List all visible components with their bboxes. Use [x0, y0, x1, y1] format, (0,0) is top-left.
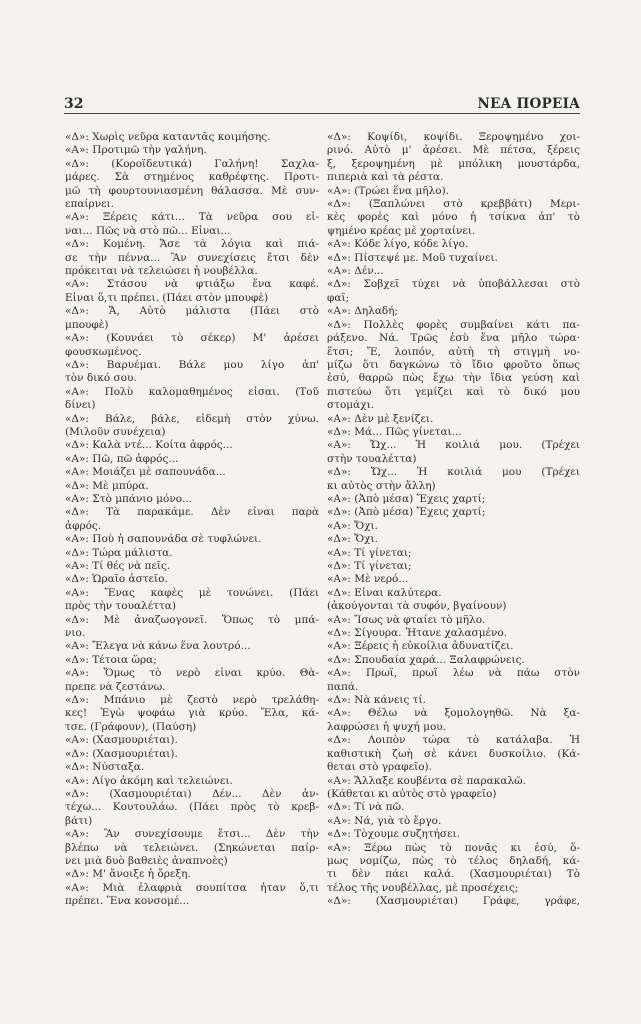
text-line: «Α»: (Κουνάει τὸ σέκερ) Μ' ἀρέσει — [65, 332, 319, 345]
text-line: «Α»: Προτιμῶ τὴν γαλήνη. — [65, 144, 207, 157]
text-line: «Α»: Μὲ νερό... — [327, 573, 409, 586]
text-line: καθιστικὴ ζωὴ σὲ κάνει δυσκοίλιο. (Κά- — [327, 747, 580, 760]
text-line: «Δ»: Σίγουρα. Ἦτανε χαλασμένο. — [327, 627, 508, 640]
text-line: «Δ»: Τὸχουμε συζητήσει. — [327, 828, 460, 841]
text-line: «Α»: Ξέρεις κάτι... Τὰ νεῦρα σου εἶ- — [65, 211, 319, 224]
text-line: «Α»: Ποὺ ἡ σαπουνάδα σὲ τυφλώνει. — [65, 533, 262, 546]
text-line: «Δ»: Μὲ ἀναζωογονεῖ. Ὅπως τὸ μπά- — [65, 613, 319, 626]
text-line: «Α»: Μοιάζει μὲ σαπουνάδα... — [65, 466, 226, 479]
text-line: «Α»: Μιὰ ἐλαφριὰ σουπίτσα ἦταν ὅ,τι — [65, 881, 319, 894]
page-number: 32 — [64, 96, 84, 112]
text-line: ρινό. Αὐτὸ μ' ἀρέσει. Μὲ πέτσα, ξέρεις — [327, 144, 580, 157]
running-title: ΝΕΑ ΠΟΡΕΙΑ — [477, 96, 580, 112]
text-line: «Α»: Κόδε λίγο, κόδε λίγο. — [327, 238, 469, 251]
text-line: τέλος τῆς νουβέλλας, μὲ προσέχεις; — [327, 881, 519, 894]
text-line: μπουφὲ) — [65, 318, 109, 331]
text-line: ἔτσι; Ἔ, λοιπόν, αὐτὴ τὴ στιγμὴ νο- — [327, 345, 580, 358]
text-line: «Δ»: Εἶναι καλύτερα. — [327, 586, 442, 599]
text-line: ψημένο κρέας μὲ χορταίνει. — [327, 224, 476, 237]
text-line: «Δ»: Τώρα μάλιστα. — [65, 546, 173, 559]
text-line: τι δὲν πάει καλά. (Χασμουριέται) Τὸ — [327, 868, 580, 881]
text-line: «Α»: Ἕνας καφὲς μὲ τονώνει. (Πάει — [65, 586, 319, 599]
text-line: «Α»: Ἂν συνεχίσουμε ἔτσι... Δὲν τὴν — [65, 828, 319, 841]
text-line: τὸν δικό σου. — [65, 372, 137, 385]
text-line: «Δ»: Ὤχ... Ἡ κοιλιά μου (Τρέχει — [327, 466, 580, 479]
text-line: βλέπω νὰ τελειώνει. (Σηκώνεται παίρ- — [65, 841, 319, 854]
text-line: «Δ»: Ἄ, Αὐτὸ μάλιστα (Πάει στὸ — [65, 305, 319, 318]
text-line: σε τὴν πέννα... Ἂν συνεχίσεις ἔτσι δὲν — [65, 251, 319, 264]
text-line: κὲς φορὲς καὶ μόνο ἡ τσίκνα ἀπ' τὸ — [327, 211, 580, 224]
text-line: «Α»: Νά, γιὰ τὸ ἔργο. — [327, 814, 442, 827]
text-line: «Δ»: Νύσταξα. — [65, 761, 145, 774]
text-line: λαφρώσει ἡ ψυχή μου. — [327, 720, 446, 733]
text-line: «Δ»: (Κοροϊδευτικά) Γαλήνη! Σαχλα- — [65, 157, 319, 170]
left-column — [65, 131, 319, 909]
text-line: «Α»: Δηλαδή; — [327, 305, 399, 318]
text-line: «Α»: Ὄχι. — [327, 519, 378, 532]
text-line: πρεπε νὰ ζεστάνω. — [65, 680, 166, 693]
text-line: τέχω... Κουτουλάω. (Πάει πρὸς τὸ κρεβ- — [65, 801, 319, 814]
text-line: (Κάθεται κι αὐτὸς στὸ γραφεῖο) — [327, 787, 497, 800]
text-line: κες! Ἐγὼ ψοφάω γιὰ κρύο. Ἔλα, κά- — [65, 707, 319, 720]
text-line: «Α»: Τί θές νὰ πεῖς. — [65, 560, 171, 572]
text-line: «Δ»: Μά... Πῶς γίνεται... — [327, 425, 462, 438]
text-line: «Α»: (Χασμουριέται). — [65, 734, 178, 747]
text-line: «Δ»: Πίστεψέ με. Μοῦ τυχαίνει. — [327, 251, 498, 264]
text-line: «Δ»: (Χασμουριέται) Γράφε, γράφε, — [327, 895, 580, 908]
text-line: «Δ»: Μ' ἄνοιξε ἡ ὄρεξη. — [65, 868, 191, 881]
text-line: «Δ»: (Χασμουριέται) Δέν... Δὲν ἀν- — [65, 787, 319, 800]
text-line: κι αὐτὸς στὴν ἄλλη) — [327, 479, 436, 492]
text-line: βάτι) — [65, 814, 93, 827]
text-line: «Δ»: Τί γίνεται; — [327, 560, 412, 572]
text-line: «Δ»: (Ξαπλώνει στὸ κρεββάτι) Μερι- — [327, 198, 580, 211]
text-line: επαίρνει. — [65, 198, 114, 211]
text-line: πιστεύω ὅτι γεμίζει καὶ τὸ δικό μου — [327, 385, 580, 398]
text-line: «Α»: (Τρώει ἕνα μῆλο). — [327, 184, 450, 197]
text-line: «Α»: Δέν... — [327, 265, 384, 278]
text-line: μως νομίζω, πὼς τὸ τέλος δηλαδή, κά- — [327, 854, 580, 867]
text-line: «Α»: Ἔλεγα νὰ κάνω ἕνα λουτρό... — [65, 640, 251, 653]
text-line: (ἀκούγονται τὰ συφόν, βγαίνουν) — [327, 600, 507, 613]
text-line: «Δ»: Λοιπὸν τώρα τὸ κατάλαβα. Ἡ — [327, 734, 580, 747]
text-line: «Α»: Στὸ μπάνιο μόνο... — [65, 492, 193, 505]
text-line: «Δ»: Καλὰ ντέ... Κοίτα ἀφρός... — [65, 439, 233, 452]
text-line: «Α»: Στάσου νὰ φτιάξω ἕνα καφέ. — [65, 278, 319, 291]
text-line: «Δ»: Κομένη. Ἄσε τὰ λόγια καὶ πιά- — [65, 238, 319, 251]
text-line: «Δ»: Χωρὶς νεῦρα καταντᾶς κοιμήσης. — [65, 131, 271, 143]
text-line: στὴν τουαλέττα) — [327, 452, 417, 465]
text-line: «Α»: Ξέρεις ἡ εὐκοίλια ἀδυνατίζει. — [327, 640, 514, 653]
text-line: «Δ»: (Ἀπὸ μέσα) Ἔχεις χαρτί; — [327, 506, 486, 519]
text-line: «Δ»: Κοψίδι, κοψίδι. Ξεροψημένο χοι- — [327, 131, 580, 143]
text-line: ξ, ξεροψημένη μὲ μπόλικη μουστάρδα, — [327, 157, 580, 170]
text-line: «Δ»: Τέτοια ὥρα; — [65, 653, 157, 666]
text-line: «Α»: Ὤχ... Ἡ κοιλιά μου. (Τρέχει — [327, 439, 580, 452]
text-line: «Δ»: Τί νὰ πῶ. — [327, 801, 405, 814]
text-line: νιο. — [65, 627, 86, 640]
text-line: «Α»: Πολὺ καλομαθημένος εἶσαι. (Τοῦ — [65, 385, 319, 398]
text-line: «Α»: Πρωΐ, πρωΐ λέω νὰ πάω στὸν — [327, 667, 580, 680]
text-line: «Δ»: (Χασμουριέται). — [65, 747, 178, 760]
text-line: «Δ»: Βάλε, βάλε, εἰδεμὴ στὸν χύνω. — [65, 412, 319, 425]
text-line: ναι... Πῶς νὰ στὸ πῶ... Εἶναι... — [65, 224, 231, 237]
text-line: (Μιλοῦν συνέχεια) — [65, 425, 166, 438]
text-line: ἀφρός. — [65, 519, 102, 532]
text-line: φαΐ; — [327, 291, 350, 304]
header-rule — [64, 113, 580, 114]
right-column — [327, 131, 580, 909]
page-header — [64, 94, 580, 116]
text-line: Εἶναι ὅ,τι πρέπει. (Πάει στὸν μπουφὲ) — [65, 291, 269, 304]
text-line: πιπεριὰ καὶ τὰ ρέστα. — [327, 171, 444, 184]
text-line: νει μιὰ δυὸ βαθειὲς ἀναπνοὲς) — [65, 854, 228, 867]
text-line: «Δ»: Ὡραῖο ἀστεῖο. — [65, 573, 168, 586]
text-line: «Α»: Πῶ, πῶ ἀφρός... — [65, 452, 179, 465]
text-line: φουσκωμένος. — [65, 345, 142, 358]
text-line: ράξενο. Νά. Τρῶς ἐσὺ ἕνα μῆλο τώρα· — [327, 332, 580, 345]
text-line: «Α»: (Ἀπὸ μέσα) Ἔχεις χαρτί; — [327, 492, 486, 505]
text-line: πρόκειται νὰ τελειώσει ἡ νουβέλλα. — [65, 265, 258, 278]
text-line: «Δ»: Μπάνιο μὲ ζεστὸ νερὸ τρελάθη- — [65, 694, 319, 707]
text-line: «Δ»: Μὲ μπύρα. — [65, 479, 149, 492]
text-line: «Α»: Ὅμως τὸ νερὸ εἶναι κρύο. Θὰ- — [65, 667, 319, 680]
text-line: «Α»: Τί γίνεται; — [327, 546, 412, 559]
text-line: μάρες. Σὰ στημένος καθρέφτης. Προτι- — [65, 171, 319, 184]
text-line: «Α»: Θέλω νὰ ξομολογηθῶ. Νὰ ξα- — [327, 707, 580, 720]
text-line: «Δ»: Σοβχεῖ τύχει νὰ ὑποβάλλεσαι στὸ — [327, 278, 580, 291]
text-line: «Α»: Λίγο ἀκόμη καὶ τελειώνει. — [65, 774, 233, 787]
text-line: θεται στὸ γραφεῖο). — [327, 761, 432, 774]
text-line: «Δ»: Νὰ κάνεις τί. — [327, 694, 426, 707]
text-line: «Δ»: Σπουδαία χαρά... Ξαλαφρώνεις. — [327, 653, 525, 666]
text-line: «Δ»: Πολλὲς φορὲς συμβαίνει κάτι πα- — [327, 318, 580, 331]
text-line: «Α»: Ξέρω πὼς τὸ πονᾶς κι ἐσύ, ὅ- — [327, 841, 580, 854]
text-line: ἐσύ, θαρρῶ πὼς ἔχω τὴν ἴδια γεύση καὶ — [327, 372, 580, 385]
text-line: «Α»: Δὲν μὲ ξενίζει. — [327, 412, 434, 425]
text-line: πρὸς τὴν τουαλέττα) — [65, 600, 176, 613]
text-line: τσε. (Γράφουν), (Παύση) — [65, 720, 197, 733]
text-line: «Δ»: Τὰ παρακάμε. Δὲν εἶναι παρὰ — [65, 506, 319, 519]
text-line: μίζω ὅτι δαγκώνω τὸ ἴδιο φροῦτο ὅπως — [327, 358, 580, 371]
text-line: στομάχι. — [327, 399, 375, 412]
text-line: «Δ»: Βαρυέμαι. Βάλε μου λίγο ἀπ' — [65, 358, 319, 371]
text-line: δίνει) — [65, 399, 96, 412]
text-line: παπά. — [327, 680, 359, 693]
text-line: πρέπει. Ἕνα κονσομέ... — [65, 895, 190, 908]
text-line: μῶ τὴ φουρτουνιασμένη θάλασσα. Μὲ συν- — [65, 184, 319, 197]
text-line: «Α»: Ἄλλαξε κουβέντα σὲ παρακαλῶ. — [327, 774, 526, 787]
text-line: «Δ»: Ὄχι. — [327, 533, 378, 546]
text-line: «Α»: Ἴσως νὰ φταίει τὸ μῆλο. — [327, 613, 486, 626]
